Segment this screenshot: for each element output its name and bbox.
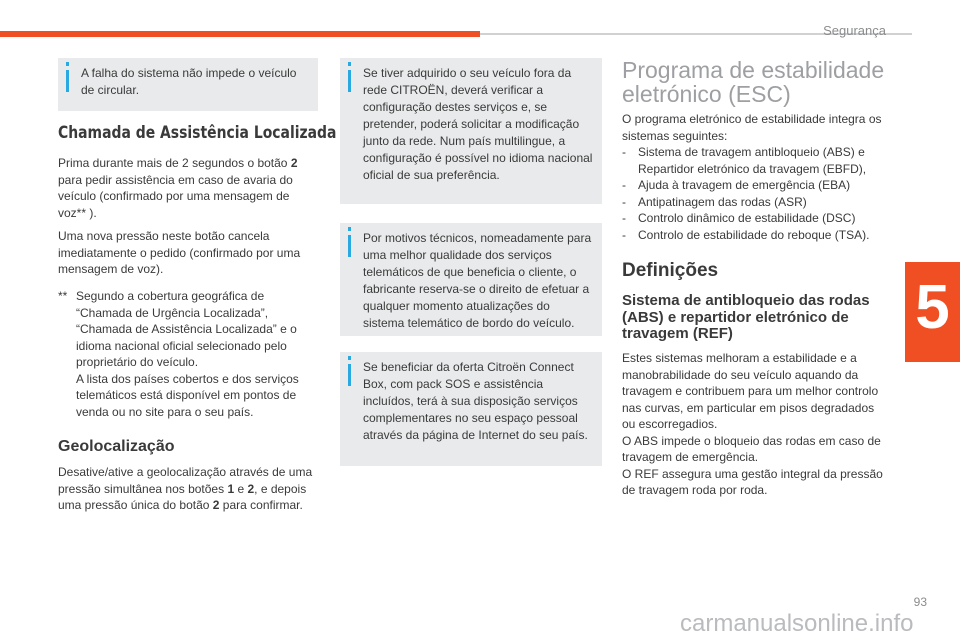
footnote-mark: ** [58,289,68,303]
info-note [340,223,602,336]
text-run: Prima durante mais de 2 segundos o botão [58,156,291,170]
paragraph: O programa eletrónico de estabilidade integra os sistemas seguintes: [622,112,882,143]
info-note [340,352,602,466]
list-item: - Controlo de estabilidade do reboque (TSA). [622,227,890,244]
definitions-heading [622,260,718,282]
text-run: Desative/ative a geolocalização através de uma pressão simultânea nos botões [58,465,313,496]
info-icon [348,235,351,257]
text-run: e [234,481,248,496]
list-item: - Controlo dinâmico de estabilidade (DSC) [622,210,890,227]
paragraph [58,155,320,221]
abs-body [622,350,890,499]
chapter-number: 5 [915,273,950,342]
paragraph: Estes sistemas melhoram a estabilidade e a manobrabilidade do seu veículo aquando da travagem e contribuem para um melhor controlo nas curvas, em particular em pisos degradados ou escorregadios. [622,351,879,431]
footnote [58,288,320,420]
info-note [340,58,602,204]
paragraph [58,464,320,514]
note-text: A falha do sistema não impede o veículo de circular. [81,66,297,97]
page-title: Programa de estabilidade eletrónico (ESC) [622,57,885,107]
list-item: - Antipatinagem das rodas (ASR) [622,194,890,211]
text-run: , e depois uma pressão única do botão [58,481,307,512]
button-ref: 2 [212,498,220,512]
info-note [58,58,318,111]
note-text: Se beneficiar da oferta Citroën Connect Box, com pack SOS e assistência incluídos, terá à sua disposição serviços complementares no seu espaço pessoal através da página de Internet do seu país. [363,360,588,442]
text-run: para pedir assistência em caso de avaria do veículo (confirmado por uma mensagem de voz** ). [58,172,293,220]
footnote-text: Segundo a cobertura geográfica de “Chamada de Urgência Localizada”, “Chamada de Assistência Localizada” e o idioma nacional oficial selecionado pelo proprietário do veículo. [76,289,297,369]
esc-title [622,58,892,106]
button-ref: 2 [290,156,298,170]
subsection-heading: Sistema de antibloqueio das rodas (ABS) e repartidor eletrónico de travagem (REF) [622,292,870,342]
systems-list [622,144,890,243]
note-text: Se tiver adquirido o seu veículo fora da rede CITROËN, deverá verificar a configuração destes serviços e, se pretender, poderá solicitar a modificação junto da rede. Num país multilingue, a configuração é possível no idioma nacional oficial de sua preferência. [363,66,593,182]
info-icon [66,70,69,92]
button-ref: 1 [227,481,235,496]
section-heading: Chamada de Assistência Localizada [58,123,337,143]
section-title: Segurança [823,23,886,38]
info-icon [348,364,351,386]
section-heading: Definições [622,260,719,281]
header-accent-bar [0,31,480,37]
footnote-text: A lista dos países cobertos e dos serviços telemáticos está disponível em pontos de venda ou no site para o seu país. [76,371,299,419]
text-run: para confirmar. [219,498,303,512]
button-ref: 2 [247,481,255,496]
chapter-tab [905,262,960,362]
list-item: - Ajuda à travagem de emergência (EBA) [622,177,890,194]
page-number: 93 [913,595,927,609]
list-item: - Sistema de travagem antibloqueio (ABS) e Repartidor eletrónico da travagem (EBFD), [622,144,890,177]
paragraph: O REF assegura uma gestão integral da pressão de travagem roda por roda. [622,466,883,497]
note-text: Por motivos técnicos, nomeadamente para uma melhor qualidade dos serviços telemáticos de que beneficia o cliente, o fabricante reserva-se o direito de efetuar a qualquer momento atualizações do sistema telemático de bordo do veículo. [363,231,592,330]
watermark: carmanualsonline.info [680,610,914,637]
paragraph: Uma nova pressão neste botão cancela imediatamente o pedido (confirmado por uma mensagem de voz). [58,229,301,276]
section-heading: Geolocalização [58,438,175,455]
abs-heading [622,293,872,343]
info-icon [348,70,351,92]
heading-geolocation [58,438,175,456]
paragraph: O ABS impede o bloqueio das rodas em caso de travagem de emergência. [622,433,881,464]
